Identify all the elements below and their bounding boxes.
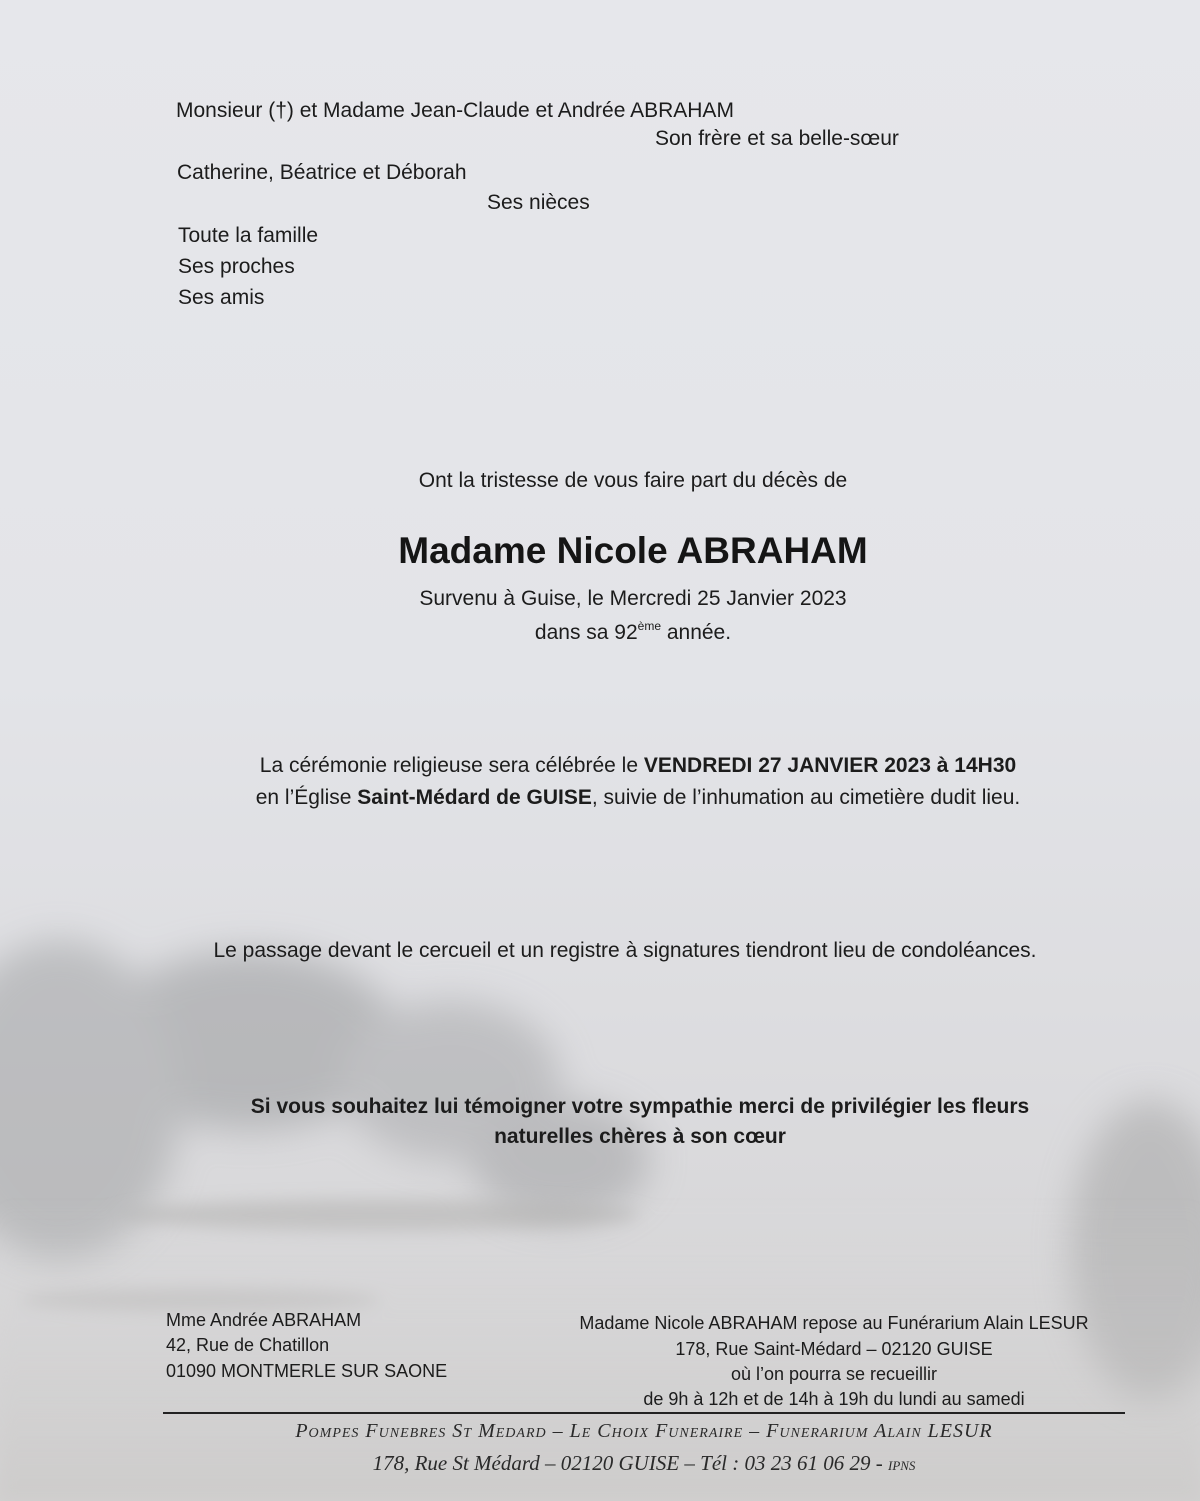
death-details: Survenu à Guise, le Mercredi 25 Janvier 2023	[419, 587, 847, 610]
ceremony-line-2: en l’Église Saint-Médard de GUISE, suivie de l’inhumation au cimetière dudit lieu.	[255, 786, 1021, 809]
visitation-line-2: 178, Rue Saint-Médard – 02120 GUISE	[675, 1339, 993, 1359]
condolences-note: Le passage devant le cercueil et un registre à signatures tiendront lieu de condoléances.	[213, 939, 1037, 962]
ceremony-line-1: La cérémonie religieuse sera célébrée le VENDREDI 27 JANVIER 2023 à 14H30	[259, 754, 1017, 777]
age-line: dans sa 92ème année.	[534, 619, 732, 644]
visitation-line-1: Madame Nicole ABRAHAM repose au Funérarium Alain LESUR	[579, 1313, 1089, 1333]
family-other: Toute la famille	[178, 224, 319, 247]
family-brother-names: Monsieur (†) et Madame Jean-Claude et Andrée ABRAHAM	[176, 99, 734, 122]
footer-divider	[163, 1412, 1125, 1414]
family-nieces-relation: Ses nièces	[487, 191, 590, 214]
family-other: Ses proches	[178, 255, 295, 278]
visitation-line-3: où l’on pourra se recueillir	[730, 1364, 938, 1384]
contact-street: 42, Rue de Chatillon	[166, 1335, 330, 1355]
family-other: Ses amis	[178, 286, 265, 309]
funeral-home-address: 178, Rue St Médard – 02120 GUISE – Tél : 03 23 61 06 29 - IPNS	[372, 1451, 916, 1475]
funeral-home-name: Pompes Funebres St Medard – Le Choix Funeraire – Funerarium Alain LESUR	[295, 1420, 993, 1442]
ipns-mark: IPNS	[887, 1458, 916, 1473]
ceremony-date: VENDREDI 27 JANVIER 2023 à 14H30	[643, 754, 1017, 777]
visitation-line-4: de 9h à 12h et de 14h à 19h du lundi au samedi	[643, 1389, 1025, 1409]
family-nieces-names: Catherine, Béatrice et Déborah	[177, 161, 467, 184]
contact-city: 01090 MONTMERLE SUR SAONE	[166, 1361, 448, 1381]
family-brother-relation: Son frère et sa belle-sœur	[655, 127, 899, 150]
contact-name: Mme Andrée ABRAHAM	[166, 1310, 362, 1330]
church-name: Saint-Médard de GUISE	[357, 786, 592, 809]
deceased-name: Madame Nicole ABRAHAM	[398, 530, 868, 571]
flowers-note-line-1: Si vous souhaitez lui témoigner votre sympathie merci de privilégier les fleurs	[250, 1095, 1030, 1118]
announcement-intro: Ont la tristesse de vous faire part du décès de	[418, 469, 848, 492]
flowers-note-line-2: naturelles chères à son cœur	[494, 1125, 786, 1148]
